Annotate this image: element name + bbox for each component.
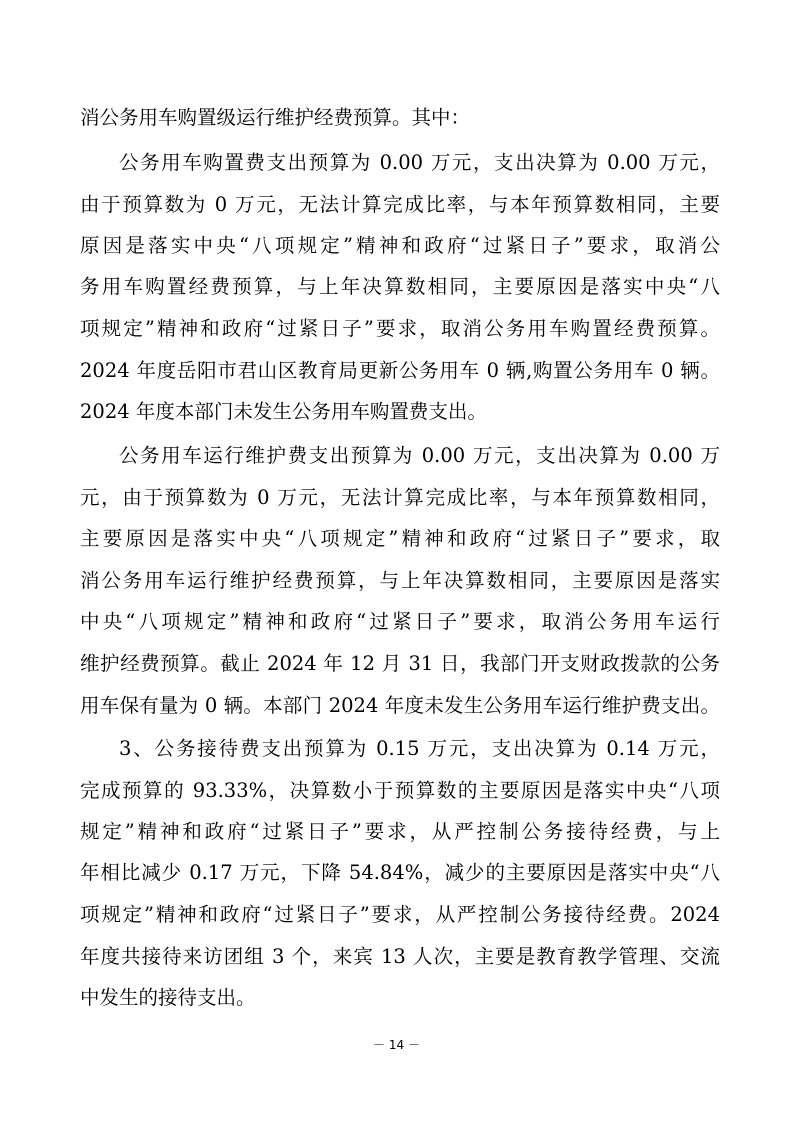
text-line: 年相比减少 0.17 万元，下降 54.84%，减少的主要原因是落实中央“八 xyxy=(80,861,720,884)
text-line: 完成预算的 93.33%，决算数小于预算数的主要原因是落实中央“八项 xyxy=(80,779,720,802)
text-line: 元，由于预算数为 0 万元，无法计算完成比率，与本年预算数相同， xyxy=(80,486,720,509)
text-line: 公务用车运行维护费支出预算为 0.00 万元，支出决算为 0.00 万 xyxy=(119,444,720,467)
text-line: 主要原因是落实中央“八项规定”精神和政府“过紧日子”要求，取 xyxy=(80,527,720,550)
text-line: 务用车购置经费预算，与上年决算数相同，主要原因是落实中央“八 xyxy=(80,275,720,298)
text-line: 维护经费预算。截止 2024 年 12 月 31 日，我部门开支财政拨款的公务 xyxy=(80,652,720,675)
text-line: 规定”精神和政府“过紧日子”要求，从严控制公务接待经费，与上 xyxy=(80,820,720,843)
text-line: 中央“八项规定”精神和政府“过紧日子”要求，取消公务用车运行 xyxy=(80,610,720,633)
text-line: 2024 年度岳阳市君山区教育局更新公务用车 0 辆,购置公务用车 0 辆。 xyxy=(80,359,720,382)
text-line: 3、公务接待费支出预算为 0.15 万元，支出决算为 0.14 万元， xyxy=(119,737,720,760)
page-number: － 14 － xyxy=(373,1038,420,1052)
text-line: 公务用车购置费支出预算为 0.00 万元，支出决算为 0.00 万元， xyxy=(119,151,720,174)
text-line: 年度共接待来访团组 3 个，来宾 13 人次，主要是教育教学管理、交流 xyxy=(80,945,720,968)
text-line: 项规定”精神和政府“过紧日子”要求，从严控制公务接待经费。2024 xyxy=(80,903,720,926)
text-line: 2024 年度本部门未发生公务用车购置费支出。 xyxy=(80,400,487,423)
text-line: 消公务用车运行维护经费预算，与上年决算数相同，主要原因是落实 xyxy=(80,569,720,592)
text-line: 项规定”精神和政府“过紧日子”要求，取消公务用车购置经费预算。 xyxy=(80,317,720,340)
text-line: 中发生的接待支出。 xyxy=(80,986,256,1009)
text-line: 用车保有量为 0 辆。本部门 2024 年度未发生公务用车运行维护费支出。 xyxy=(80,694,720,717)
text-line: 由于预算数为 0 万元，无法计算完成比率，与本年预算数相同，主要 xyxy=(80,193,720,216)
text-line: 原因是落实中央“八项规定”精神和政府“过紧日子”要求，取消公 xyxy=(80,234,720,257)
text-line: 消公务用车购置级运行维护经费预算。其中： xyxy=(80,106,471,129)
